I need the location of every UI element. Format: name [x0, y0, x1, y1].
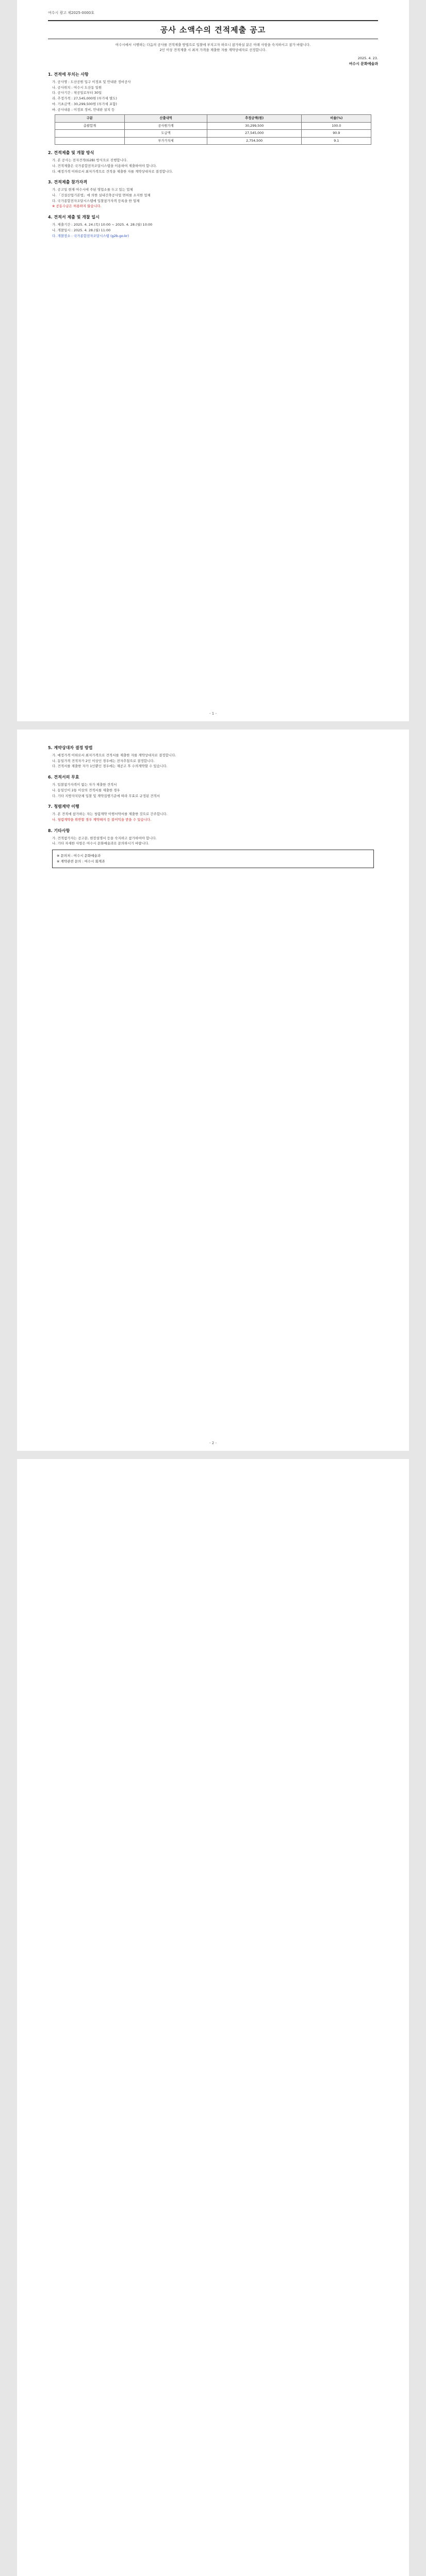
section-title: 4. 견적서 제출 및 개찰 일시 — [48, 215, 100, 220]
section-title: 6. 견적서의 무효 — [48, 775, 79, 780]
contact-line: ※ 문의처 : 여수시 문화예술과 — [57, 854, 101, 858]
intro-line: 2인 이상 견적제출 시 최저 가격을 제출한 자를 계약상대자로 선정합니다. — [159, 48, 267, 53]
table-header: 추정금액(원) — [207, 115, 302, 122]
section-line: 가. 제출기간 : 2025. 4. 24.(목) 10:00 ~ 2025. 4. 28.(월) 10:00 — [52, 223, 153, 227]
section-2 — [48, 150, 378, 174]
section-line: 가. 입찰참가자격이 없는 자가 제출한 견적서 — [52, 783, 117, 787]
section-line: 나. 「건설산업기본법」에 의한 실내건축공사업 면허를 소지한 업체 — [52, 193, 151, 197]
section-3 — [48, 179, 378, 209]
page-number: - 2 - — [209, 1440, 217, 1445]
title-box — [48, 20, 378, 40]
section-title: 3. 견적제출 참가자격 — [48, 180, 87, 185]
table-row — [55, 122, 371, 129]
section-line: 나. 견적제출은 국가종합전자조달시스템을 이용하여 제출하여야 합니다. — [52, 163, 157, 168]
table-cell — [55, 137, 124, 144]
intro-line: 여수시에서 시행하는 다음의 공사를 견적제출 방법으로 입찰에 부치고자 하오니 참가하실 분은 아래 사항을 숙지하시고 참가 바랍니다. — [115, 43, 311, 47]
page-number: - 1 - — [209, 711, 217, 716]
contact-box — [52, 850, 374, 868]
section-line: 나. 청렴계약을 위반할 경우 계약해지 등 불이익을 받을 수 있습니다. — [52, 818, 152, 822]
section-line: 다. 기타 지방자치단체 입찰 및 계약집행기준에 따라 무효로 규정된 견적서 — [52, 793, 160, 798]
section-line: 나. 기타 자세한 사항은 여수시 문화예술과로 문의하시기 바랍니다. — [52, 841, 150, 846]
section-line: 나. 공사위치 : 여수시 도산동 일원 — [52, 85, 102, 90]
section-title: 5. 계약상대자 결정 방법 — [48, 745, 93, 750]
section-line: 바. 공사내용 : 이정표 정비, 안내판 설치 등 — [52, 107, 115, 112]
table-cell: 공사원가계 — [125, 122, 207, 129]
table-header-row — [55, 115, 371, 122]
section-title: 7. 청렴계약 이행 — [48, 804, 79, 809]
table-cell: 총괄합계 — [55, 122, 124, 129]
table-cell: 9.1 — [302, 137, 371, 144]
table-cell: 2,754,500 — [207, 137, 302, 144]
section-line: 다. 국가종합전자조달시스템에 입찰참가자격 등록을 한 업체 — [52, 198, 140, 203]
table-cell — [55, 130, 124, 137]
table-row — [55, 137, 371, 144]
issuer-block — [48, 56, 378, 66]
issue-date: 2025. 4. 23. — [357, 56, 378, 60]
section-title: 2. 견적제출 및 개찰 방식 — [48, 150, 94, 156]
table-header: 산출내역 — [125, 115, 207, 122]
section-title: 1. 견적에 부치는 사항 — [48, 72, 89, 77]
table-cell: 30,299,500 — [207, 122, 302, 129]
section-line: 가. 본 견적에 참가하는 자는 청렴계약 이행서약서를 제출한 것으로 간주합니다. — [52, 812, 168, 817]
section-line: 가. 본 공사는 전자견적(G2B) 방식으로 진행합니다. — [52, 158, 128, 163]
table-cell: 도급액 — [125, 130, 207, 137]
document-page-2 — [17, 730, 409, 1451]
section-1 — [48, 72, 378, 145]
contact-line: ※ 계약관련 문의 : 여수시 회계과 — [57, 859, 105, 864]
section-line: 가. 공사명 : 도산공원 입구 이정표 및 안내판 정비공사 — [52, 80, 131, 84]
notice-number: 여수시 광고 제2025-0000호 — [48, 11, 94, 15]
section-5 — [48, 745, 378, 769]
table-header: 비율(%) — [302, 115, 371, 122]
section-line: 다. 예정가격 이하로서 최저가격으로 견적을 제출한 자를 계약상대자로 결정합니다. — [52, 169, 173, 174]
page-gap — [0, 721, 426, 730]
section-line: 가. 공고일 현재 여수시에 주된 영업소를 두고 있는 업체 — [52, 188, 133, 192]
section-line: 다. 견적서를 제출한 자가 1인뿐인 경우에는 재공고 후 수의계약할 수 있습니다. — [52, 764, 168, 769]
document-title: 공사 소액수의 견적제출 공고 — [160, 25, 266, 35]
table-cell: 부가가치세 — [125, 137, 207, 144]
section-line: 가. 견적참가자는 공고문, 현장설명서 등을 숙지하고 참가하여야 합니다. — [52, 836, 157, 840]
section-line: ※ 공동수급은 허용하지 않습니다. — [52, 204, 102, 209]
section-line: 가. 예정가격 이하로서 최저가격으로 견적서를 제출한 자를 계약상대자로 결정합니다. — [52, 753, 176, 757]
section-title: 8. 기타사항 — [48, 828, 70, 833]
section-4 — [48, 214, 378, 239]
issuer-org: 여수시 문화예술과 — [349, 61, 378, 66]
page-gap — [0, 1451, 426, 1459]
section-line: 마. 기초금액 : 30,299,500원 (부가세 포함) — [52, 101, 117, 106]
section-line: 라. 추정가격 : 27,545,000원 (부가세 별도) — [52, 96, 117, 101]
document-page-3 — [17, 1459, 409, 2576]
intro — [48, 42, 378, 53]
document-page-1 — [17, 0, 409, 721]
section-line: 나. 동일인이 2통 이상의 견적서를 제출한 경우 — [52, 788, 120, 792]
table-cell: 90.9 — [302, 130, 371, 137]
table-cell: 27,545,000 — [207, 130, 302, 137]
section-line: 다. 공사기간 : 착공일로부터 30일 — [52, 91, 102, 95]
section-7 — [48, 804, 378, 822]
section-line: 나. 개찰일시 : 2025. 4. 28.(월) 11:00 — [52, 228, 111, 232]
table-cell: 100.0 — [302, 122, 371, 129]
cost-table — [55, 114, 371, 145]
table-header: 구분 — [55, 115, 124, 122]
section-8 — [48, 828, 378, 846]
section-line: 나. 동일가격 견적자가 2인 이상인 경우에는 전자추첨으로 결정합니다. — [52, 758, 155, 763]
table-row — [55, 130, 371, 137]
section-line: 다. 개찰장소 : 국가종합전자조달시스템 (g2b.go.kr) — [52, 233, 129, 238]
section-6 — [48, 774, 378, 799]
